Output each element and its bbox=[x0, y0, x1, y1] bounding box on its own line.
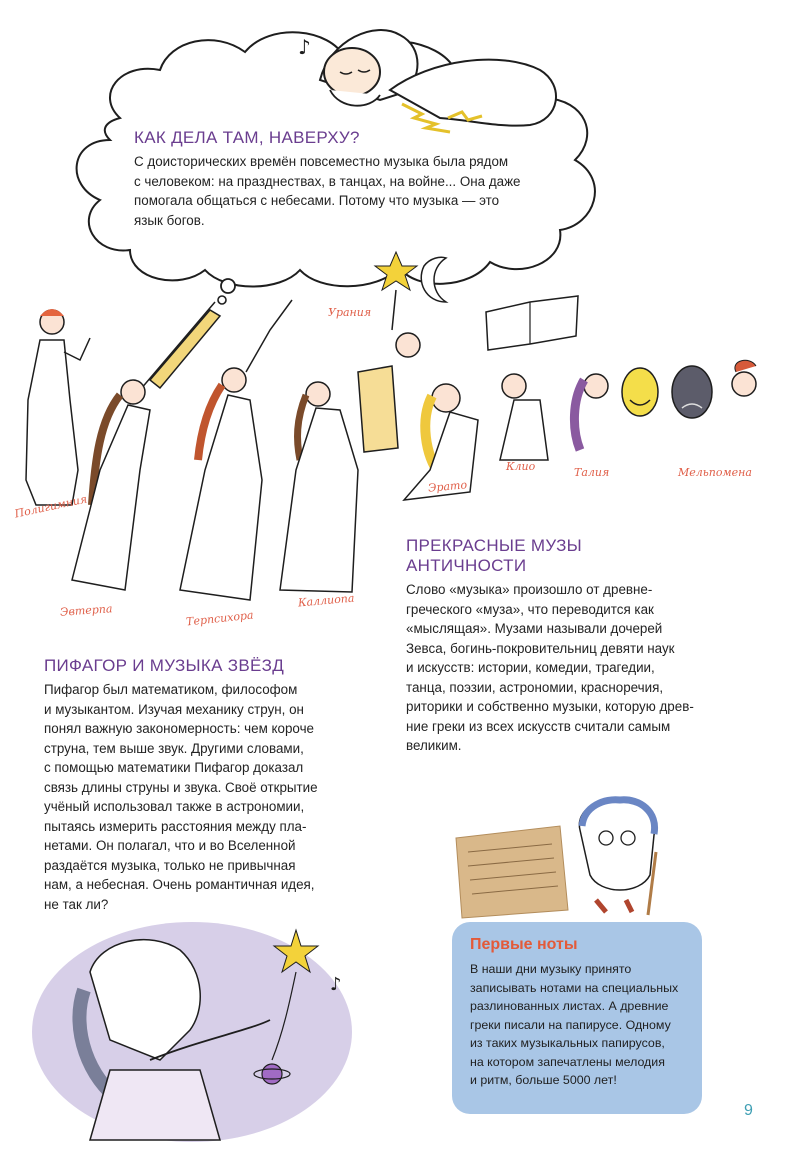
svg-text:♪: ♪ bbox=[330, 974, 342, 995]
pythagoras-line: учёный использовал также в астрономии, bbox=[44, 799, 305, 814]
muses-line: греческого «муза», что переводится как bbox=[406, 601, 654, 617]
muse-figure-icon bbox=[392, 290, 420, 357]
muses-line: ние греки из всех искусств считали самым bbox=[406, 718, 671, 734]
cloud-line: помогала общаться с небесами. Потому что музыка — это bbox=[134, 193, 500, 208]
pythagoras-line: нам, а небесная. Очень романтичная идея, bbox=[44, 877, 315, 892]
muses-line: риторики и собственно музыки, которую древ- bbox=[406, 699, 694, 714]
muse-figure-icon bbox=[732, 360, 756, 396]
comedy-mask-icon bbox=[622, 368, 658, 416]
pythagoras-line: связь длины струны и звука. Своё открытие bbox=[44, 779, 318, 795]
pythagoras-line: с помощью математики Пифагор доказал bbox=[44, 760, 304, 775]
muses-section-body bbox=[406, 580, 702, 756]
muse-label-erato: Эрато bbox=[427, 478, 468, 495]
muse-figure-icon bbox=[26, 309, 90, 505]
muse-label-calliope: Каллиопа bbox=[297, 591, 355, 610]
papyrus-icon bbox=[456, 826, 568, 918]
first-notes-line: греки писали на папирусе. Одному bbox=[470, 1017, 671, 1032]
character-icon bbox=[579, 799, 656, 915]
pythagoras-line: не так ли? bbox=[44, 896, 109, 912]
muses-line: танца, поэзии, астрономии, красноречия, bbox=[406, 679, 664, 695]
first-notes-line: на котором запечатлены мелодия bbox=[470, 1054, 665, 1069]
cloud-section-title: КАК ДЕЛА ТАМ, НАВЕРХУ? bbox=[134, 128, 360, 147]
muse-label-clio: Клио bbox=[506, 460, 536, 473]
pythagoras-line: понял важную закономерность: чем короче bbox=[44, 721, 315, 736]
muse-label-terpsichore: Терпсихора bbox=[185, 608, 255, 629]
muses-section bbox=[406, 536, 702, 756]
first-notes-body bbox=[470, 960, 686, 1090]
muse-label-polyhymnia: Полигимния bbox=[13, 492, 89, 521]
first-notes-line: записывать нотами на специальных bbox=[470, 980, 679, 995]
muse-figure-icon bbox=[500, 374, 548, 460]
first-notes-line: В наши дни музыку принято bbox=[470, 962, 632, 976]
pythagoras-line: пытаясь измерить расстояния между пла- bbox=[44, 818, 307, 834]
pythagoras-section-body bbox=[44, 680, 336, 914]
pythagoras-section-title: ПИФАГОР И МУЗЫКА ЗВЁЗД bbox=[44, 656, 285, 675]
pythagoras-line: нетами. Он полагал, что и во Вселенной bbox=[44, 838, 296, 853]
first-notes-box bbox=[452, 922, 702, 1114]
muses-line: «мыслящая». Музами называли дочерей bbox=[406, 621, 663, 636]
muses-line: великим. bbox=[406, 738, 462, 753]
cloud-line: С доисторических времён повсеместно музыка была рядом bbox=[134, 154, 509, 169]
muses-line: и искусств: истории, комедии, трагедии, bbox=[406, 660, 655, 675]
first-notes-line: и ритм, больше 5000 лет! bbox=[470, 1073, 617, 1087]
muse-label-urania: Урания bbox=[328, 306, 372, 319]
muse-label-euterpe: Эвтерпа bbox=[59, 602, 113, 619]
pythagoras-line: струна, тем выше звук. Другими словами, bbox=[44, 740, 304, 756]
muse-label-melpomene: Мельпомена bbox=[678, 466, 752, 479]
page-number: 9 bbox=[744, 1102, 753, 1119]
cloud-line: язык богов. bbox=[134, 212, 205, 228]
first-notes-title: Первые ноты bbox=[470, 936, 578, 953]
muses-section-title: ПРЕКРАСНЫЕ МУЗЫ АНТИЧНОСТИ bbox=[406, 536, 583, 575]
cloud-line: с человеком: на празднествах, в танцах, на войне... Она даже bbox=[134, 173, 521, 189]
pythagoras-line: и музыкантом. Изучая механику струн, он bbox=[44, 701, 304, 717]
pythagoras-section bbox=[44, 656, 336, 914]
open-book-icon bbox=[486, 296, 578, 350]
muse-figure-icon bbox=[280, 366, 398, 592]
muse-label-thalia: Талия bbox=[574, 466, 610, 479]
tragedy-mask-icon bbox=[672, 366, 712, 418]
muses-line: Зевса, богинь-покровительниц девяти наук bbox=[406, 640, 675, 656]
cloud-section bbox=[134, 128, 554, 230]
pythagoras-line: раздаётся музыка, только не привычная bbox=[44, 857, 296, 873]
muse-figure-icon bbox=[574, 374, 608, 450]
pythagoras-line: Пифагор был математиком, философом bbox=[44, 682, 298, 697]
first-notes-line: разлинованных листах. А древние bbox=[470, 999, 669, 1013]
cloud-section-body bbox=[134, 152, 554, 230]
svg-text:♪: ♪ bbox=[298, 35, 311, 59]
muses-line: Слово «музыка» произошло от древне- bbox=[406, 582, 653, 597]
first-notes-line: из таких музыкальных папирусов, bbox=[470, 1036, 665, 1050]
